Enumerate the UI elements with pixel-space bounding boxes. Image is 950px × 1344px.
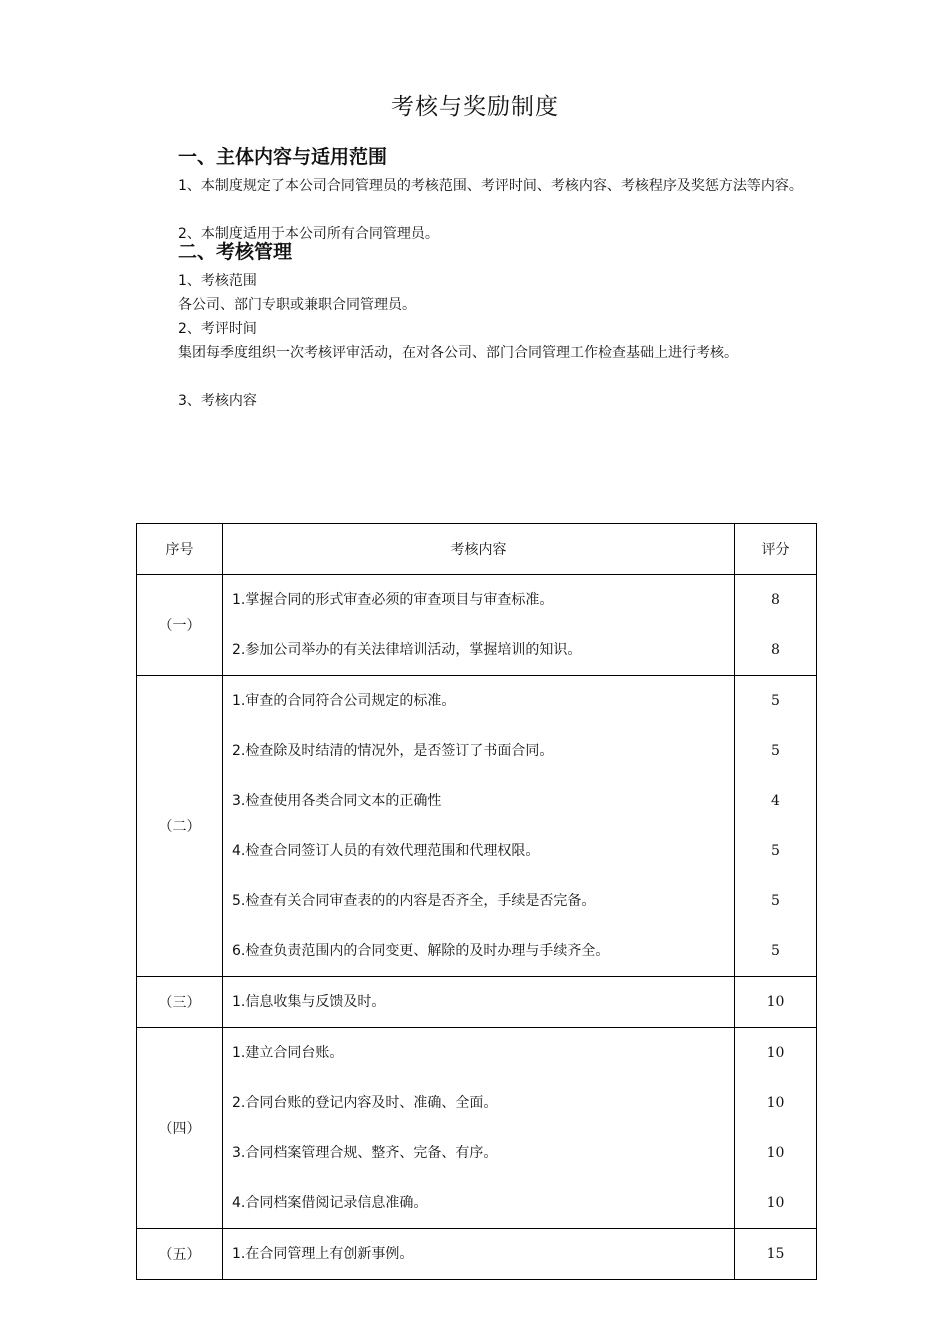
item-text: 1.掌握合同的形式审查必须的审查项目与审查标准。 [232,592,554,608]
paragraph-1: 1、本制度规定了本公司合同管理员的考核范围、考评时间、考核内容、考核程序及奖惩方法等内容。 [178,178,803,194]
item-score: 5 [771,943,780,959]
item-2-title: 2、考评时间 [178,321,257,337]
item-score: 4 [771,793,780,809]
header-content: 考核内容 [223,524,735,575]
group-items [223,977,735,1028]
item-score: 10 [766,1195,785,1211]
table-row [137,1028,817,1229]
group-scores [735,1229,817,1280]
item-text: 1.审查的合同符合公司规定的标准。 [232,693,456,709]
table-header-row [137,524,817,575]
group-number: （一） [137,575,223,676]
table-row [137,575,817,676]
item-score: 8 [771,592,780,608]
item-text: 3.合同档案管理合规、整齐、完备、有序。 [232,1145,498,1161]
group-number: （二） [137,676,223,977]
group-items [223,575,735,676]
header-score: 评分 [735,524,817,575]
item-text: 4.检查合同签订人员的有效代理范围和代理权限。 [232,843,540,859]
item-text: 2.参加公司举办的有关法律培训活动，掌握培训的知识。 [232,642,582,658]
section-heading-1: 一、主体内容与适用范围 [178,146,388,168]
item-score: 10 [766,994,785,1010]
section-heading-2: 二、考核管理 [178,241,293,263]
table-row [137,1229,817,1280]
item-score: 10 [766,1045,785,1061]
item-text: 2.检查除及时结清的情况外，是否签订了书面合同。 [232,743,554,759]
item-text: 6.检查负责范围内的合同变更、解除的及时办理与手续齐全。 [232,943,610,959]
group-scores [735,1028,817,1229]
item-score: 5 [771,743,780,759]
paragraph-2: 2、本制度适用于本公司所有合同管理员。 [178,226,439,242]
item-1-text: 各公司、部门专职或兼职合同管理员。 [178,297,416,313]
group-number: （五） [137,1229,223,1280]
group-items [223,676,735,977]
item-text: 1.信息收集与反馈及时。 [232,994,386,1010]
item-text: 1.建立合同台账。 [232,1045,344,1061]
item-text: 5.检查有关合同审查表的的内容是否齐全，手续是否完备。 [232,893,596,909]
item-text: 3.检查使用各类合同文本的正确性 [232,793,442,809]
page-title: 考核与奖励制度 [391,94,559,120]
item-score: 5 [771,893,780,909]
item-score: 10 [766,1145,785,1161]
table-row [137,676,817,977]
item-1-title: 1、考核范围 [178,273,257,289]
group-items [223,1028,735,1229]
group-scores [735,575,817,676]
group-number: （四） [137,1028,223,1229]
header-number: 序号 [137,524,223,575]
item-score: 5 [771,843,780,859]
assessment-table [136,523,817,1280]
item-score: 15 [766,1246,785,1262]
item-3-title: 3、考核内容 [178,393,257,409]
item-score: 5 [771,693,780,709]
item-text: 1.在合同管理上有创新事例。 [232,1246,414,1262]
group-items [223,1229,735,1280]
group-scores [735,977,817,1028]
group-number: （三） [137,977,223,1028]
item-text: 2.合同台账的登记内容及时、准确、全面。 [232,1095,498,1111]
item-text: 4.合同档案借阅记录信息准确。 [232,1195,428,1211]
item-score: 10 [766,1095,785,1111]
table-row [137,977,817,1028]
item-2-text: 集团每季度组织一次考核评审活动，在对各公司、部门合同管理工作检查基础上进行考核。 [178,345,738,361]
item-score: 8 [771,642,780,658]
group-scores [735,676,817,977]
